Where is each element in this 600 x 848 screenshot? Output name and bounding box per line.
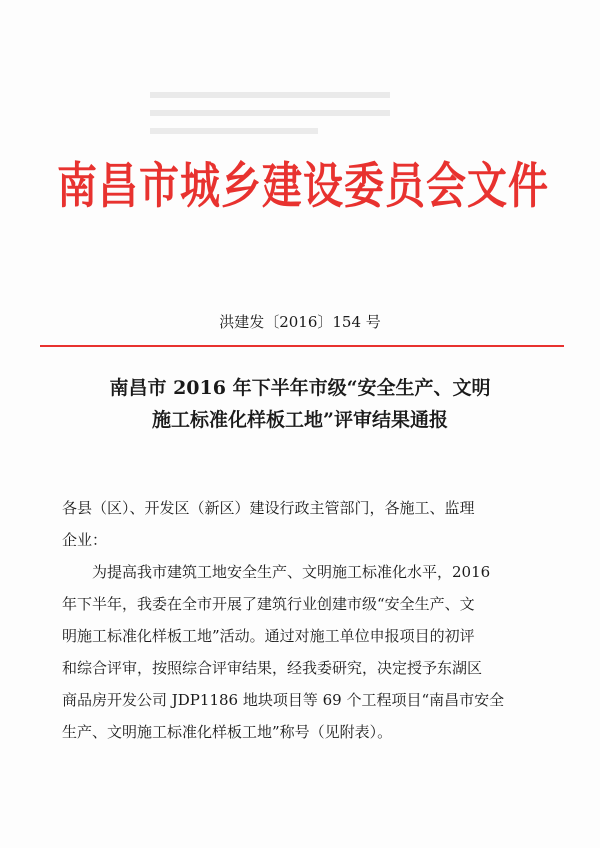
- red-divider-line: [40, 345, 564, 347]
- show-through-text: [150, 92, 390, 142]
- document-title-line-2: 施工标准化样板工地”评审结果通报: [152, 409, 448, 431]
- body-line: 明施工标准化样板工地”活动。通过对施工单位申报项目的初评: [62, 627, 475, 645]
- body-line: 商品房开发公司 JDP1186 地块项目等 69 个工程项目“南昌市安全: [62, 691, 505, 709]
- salutation-line-1: 各县（区）、开发区（新区）建设行政主管部门，各施工、监理: [62, 499, 475, 517]
- body-line: 生产、文明施工标准化样板工地”称号（见附表）。: [62, 723, 393, 741]
- document-number: 洪建发〔2016〕154 号: [219, 313, 381, 331]
- salutation: [62, 492, 538, 556]
- issuing-authority-header: 南昌市城乡建设委员会文件: [57, 158, 549, 215]
- salutation-line-2: 企业：: [62, 531, 108, 549]
- body-line: 年下半年，我委在全市开展了建筑行业创建市级“安全生产、文: [62, 595, 475, 613]
- body-line: 为提高我市建筑工地安全生产、文明施工标准化水平，2016: [92, 563, 491, 581]
- document-title: [60, 372, 540, 436]
- document-title-line-1: 南昌市 2016 年下半年市级“安全生产、文明: [109, 377, 491, 399]
- body-line: 和综合评审，按照综合评审结果，经我委研究，决定授予东湖区: [62, 659, 483, 677]
- body-paragraph: [62, 556, 538, 748]
